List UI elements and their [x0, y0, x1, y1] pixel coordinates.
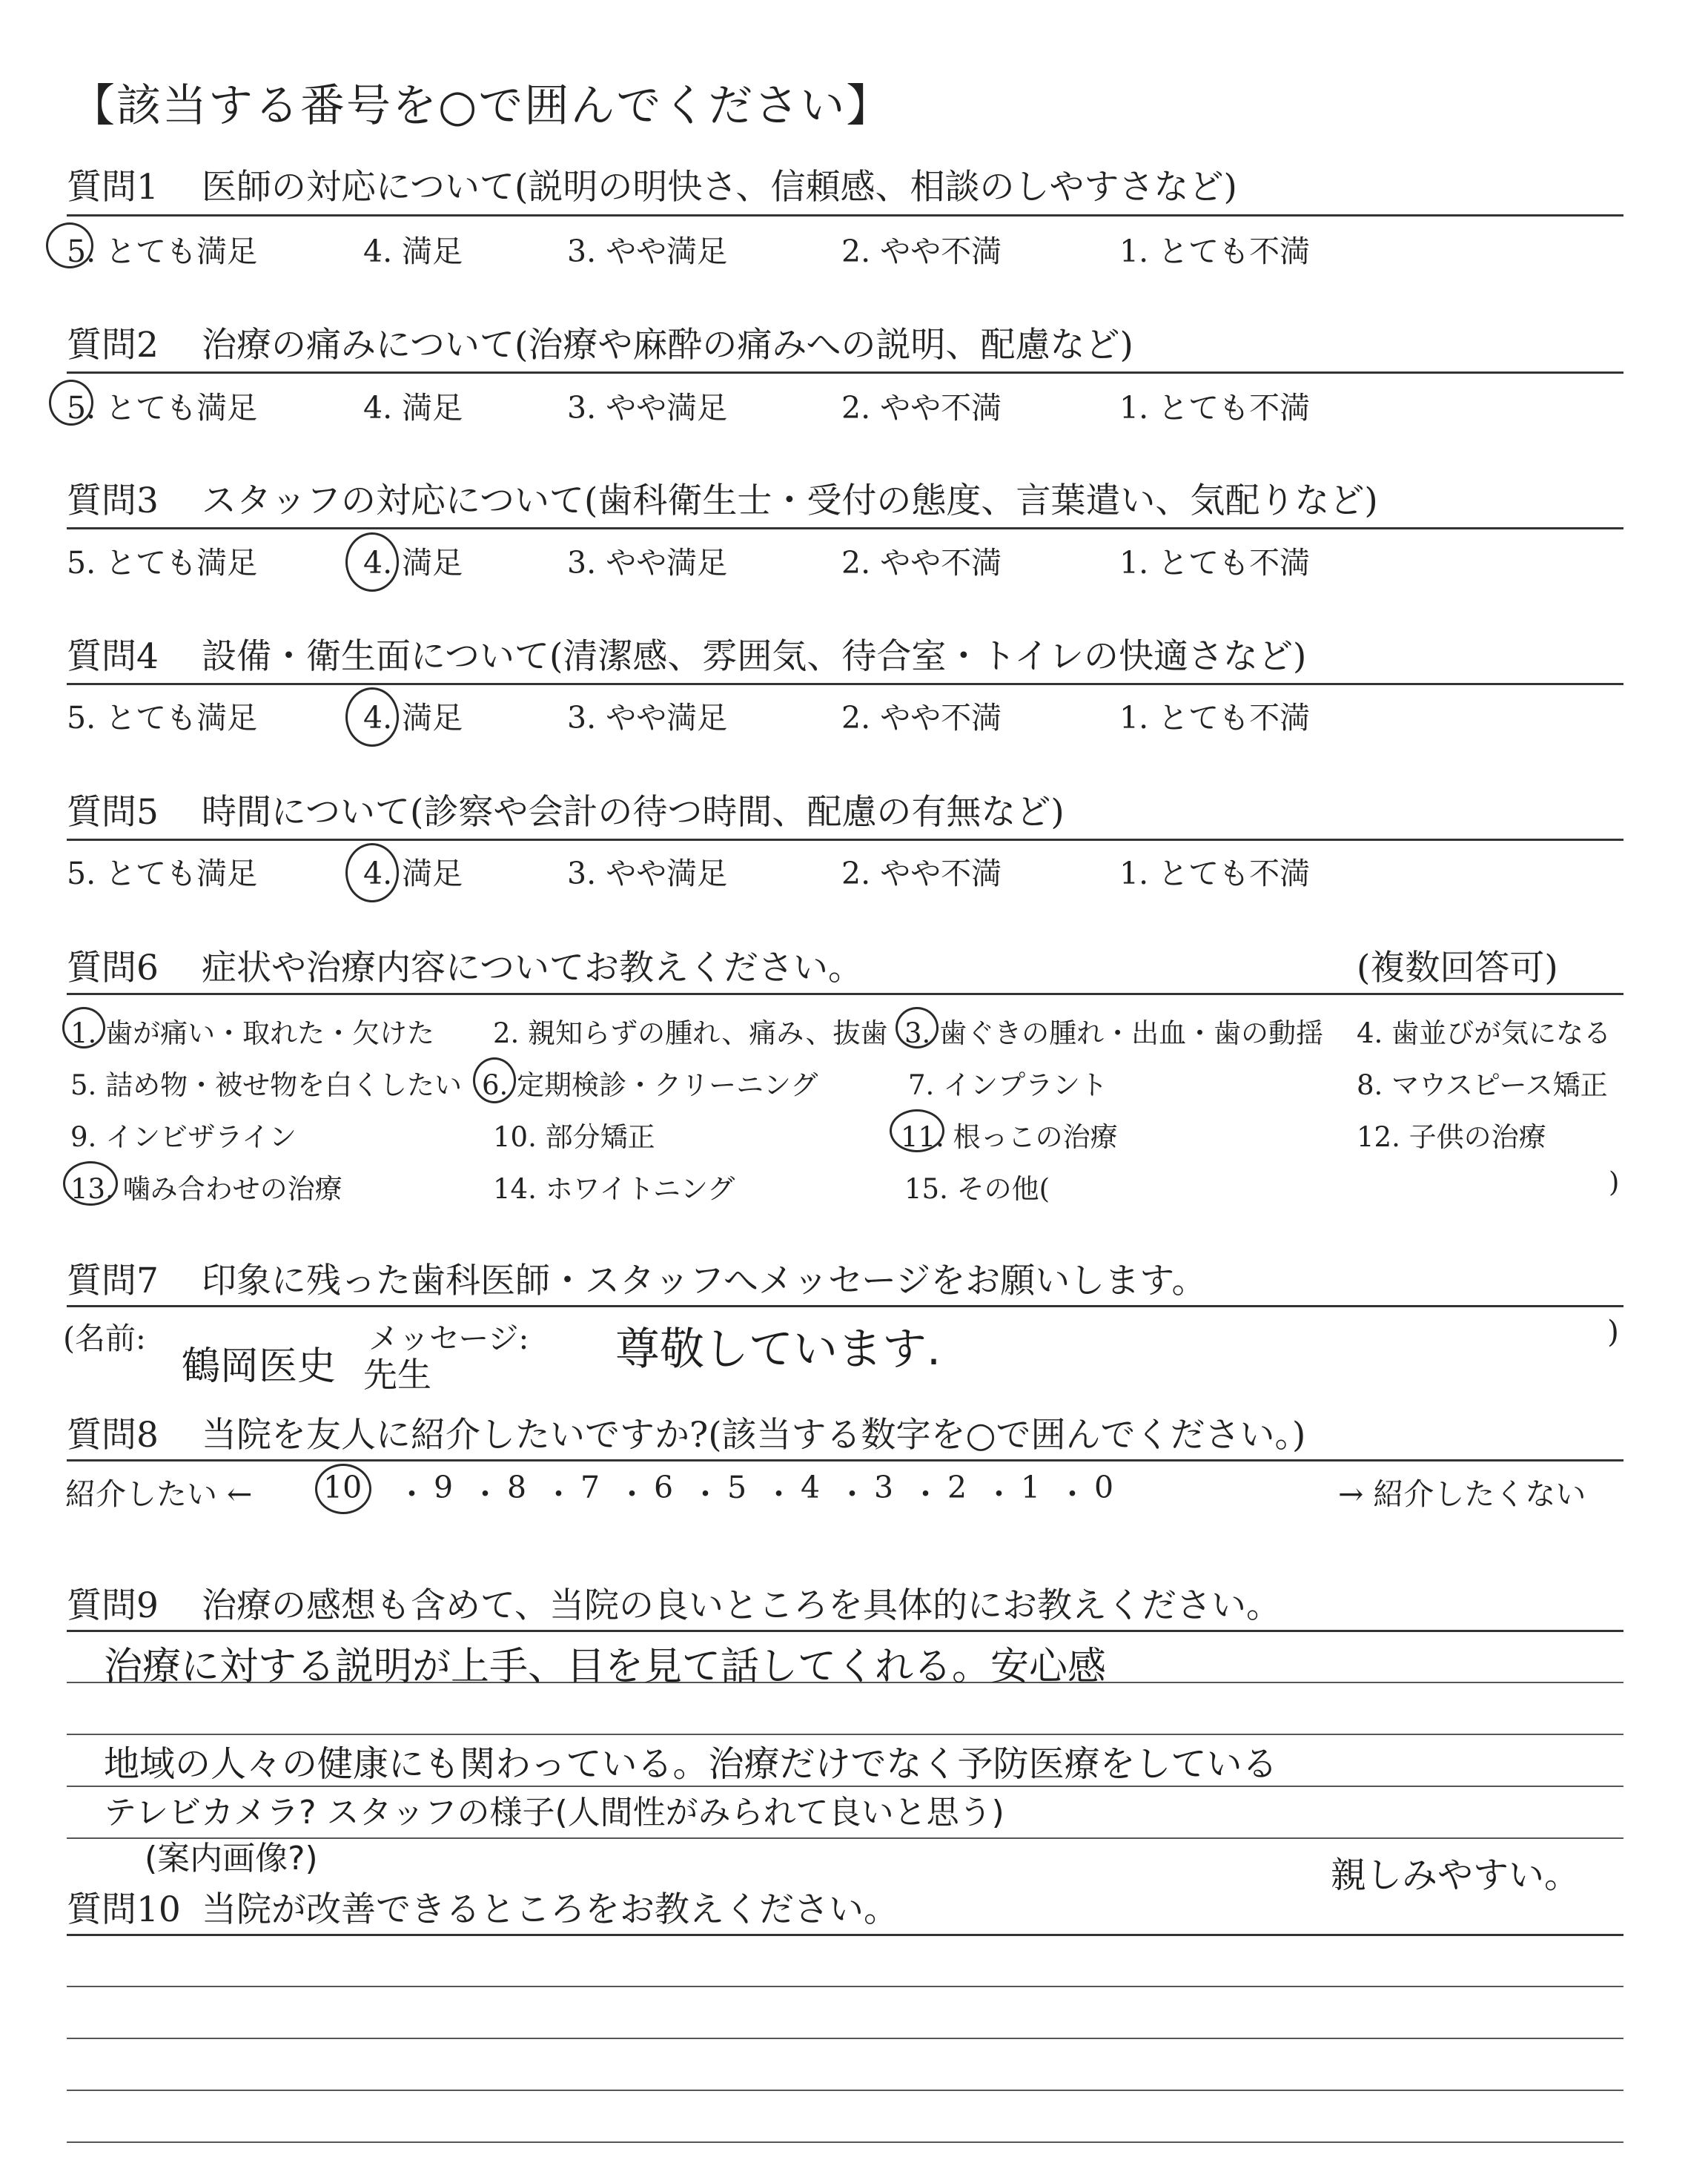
q6-text: 症状や治療内容についてお教えください。 [202, 948, 864, 988]
q4-option-4[interactable]: 4. 満足 [363, 700, 463, 736]
q6-option-11[interactable]: 11. 根っこの治療 [901, 1121, 1118, 1153]
q3-option-1[interactable]: 1. とても不満 [1119, 545, 1311, 581]
q8-scale-5[interactable]: 5 [727, 1470, 747, 1505]
q7-label: 質問7 [67, 1261, 159, 1301]
q3-rule [67, 527, 1623, 529]
q6-label: 質問6 [67, 948, 159, 988]
q5-option-5[interactable]: 5. とても満足 [67, 856, 258, 891]
q8-separator: ・ [617, 1476, 647, 1512]
q10-text: 当院が改善できるところをお教えください。 [202, 1889, 898, 1930]
q2-rule [67, 371, 1623, 374]
q8-separator: ・ [397, 1476, 427, 1512]
q9-answer-line-3[interactable]: テレビカメラ? スタッフの様子(人間性がみられて良いと思う) [104, 1794, 1004, 1832]
q9-text: 治療の感想も含めて、当院の良いところを具体的にお教えください。 [202, 1585, 1282, 1626]
q7-message-handwritten[interactable]: 尊敬しています. [615, 1324, 941, 1375]
q9-label: 質問9 [67, 1585, 159, 1626]
q6-option-3[interactable]: 3. 歯ぐきの腫れ・出血・歯の動揺 [904, 1017, 1324, 1049]
q10-answer-line[interactable] [67, 2090, 1623, 2091]
q7-name-label: (名前: [63, 1321, 146, 1356]
q8-separator: ・ [543, 1476, 574, 1512]
q4-answer-circle [345, 687, 399, 747]
q6-rule [67, 993, 1623, 995]
q8-answer-circle [315, 1464, 371, 1514]
q8-scale-6[interactable]: 6 [654, 1470, 674, 1505]
q6-option-15-close: ) [1609, 1166, 1620, 1198]
q2-option-5[interactable]: 5. とても満足 [67, 390, 258, 426]
q6-option-2[interactable]: 2. 親知らずの腫れ、痛み、抜歯 [493, 1017, 888, 1049]
q8-scale-4[interactable]: 4 [801, 1470, 821, 1505]
q8-scale-8[interactable]: 8 [507, 1470, 527, 1505]
q1-label: 質問1 [67, 167, 159, 208]
q8-scale-10[interactable]: 10 [323, 1470, 363, 1505]
q6-option-7[interactable]: 7. インプラント [908, 1069, 1108, 1101]
q2-text: 治療の痛みについて(治療や麻酔の痛みへの説明、配慮など) [202, 325, 1133, 366]
q6-option-12[interactable]: 12. 子供の治療 [1357, 1121, 1546, 1153]
q2-label: 質問2 [67, 325, 159, 366]
q7-name-handwritten[interactable]: 鶴岡医史 [182, 1344, 337, 1389]
q9-answer-line-2[interactable]: 地域の人々の健康にも関わっている。治療だけでなく予防医療をしている [104, 1743, 1278, 1785]
q8-scale-3[interactable]: 3 [874, 1470, 894, 1505]
q8-separator: ・ [837, 1476, 867, 1512]
q5-option-1[interactable]: 1. とても不満 [1119, 856, 1311, 891]
q6-option-9[interactable]: 9. インビザライン [70, 1121, 297, 1153]
q3-option-3[interactable]: 3. やや満足 [567, 545, 728, 581]
q8-label: 質問8 [67, 1415, 159, 1456]
q7-rule [67, 1305, 1623, 1307]
q10-rule [67, 1934, 1623, 1936]
q7-close-paren: ) [1607, 1314, 1619, 1350]
q2-answer-circle [49, 380, 93, 426]
q7-name-suffix-handwritten[interactable]: 先生 [363, 1355, 431, 1395]
q5-rule [67, 839, 1623, 841]
q4-option-2[interactable]: 2. やや不満 [841, 700, 1002, 736]
q8-rule [67, 1459, 1623, 1462]
q10-answer-line[interactable] [67, 2038, 1623, 2039]
q5-option-3[interactable]: 3. やや満足 [567, 856, 728, 891]
q8-separator: ・ [910, 1476, 941, 1512]
q6-option-5[interactable]: 5. 詰め物・被せ物を白くしたい [70, 1069, 463, 1101]
q3-label: 質問3 [67, 480, 159, 521]
q8-separator: ・ [470, 1476, 500, 1512]
q4-option-1[interactable]: 1. とても不満 [1119, 700, 1311, 736]
q6-option-13[interactable]: 13. 噛み合わせの治療 [70, 1173, 342, 1205]
q2-option-3[interactable]: 3. やや満足 [567, 390, 728, 426]
q9-answer-line-5[interactable]: 親しみやすい。 [1331, 1855, 1580, 1896]
q6-circle-11 [890, 1109, 944, 1152]
q8-separator: ・ [690, 1476, 721, 1512]
q6-option-10[interactable]: 10. 部分矯正 [493, 1121, 655, 1153]
q6-option-6[interactable]: 6. 定期検診・クリーニング [482, 1069, 818, 1101]
q2-option-2[interactable]: 2. やや不満 [841, 390, 1002, 426]
q4-option-3[interactable]: 3. やや満足 [567, 700, 728, 736]
q8-scale-1[interactable]: 1 [1021, 1470, 1041, 1505]
q9-answer-line-4[interactable]: (案内画像?) [145, 1840, 318, 1877]
q8-separator: ・ [984, 1476, 1014, 1512]
q4-rule [67, 683, 1623, 685]
q3-text: スタッフの対応について(歯科衛生士・受付の態度、言葉遣い、気配りなど) [202, 480, 1378, 521]
q8-left-label: 紹介したい ← [65, 1476, 253, 1512]
q3-answer-circle [345, 532, 399, 592]
q2-option-4[interactable]: 4. 満足 [363, 390, 463, 426]
q6-option-1[interactable]: 1. 歯が痛い・取れた・欠けた [70, 1017, 435, 1049]
q10-answer-line[interactable] [67, 1986, 1623, 1987]
q6-option-14[interactable]: 14. ホワイトニング [493, 1173, 735, 1205]
q7-text: 印象に残った歯科医師・スタッフへメッセージをお願いします。 [202, 1261, 1207, 1301]
q1-option-5[interactable]: 5. とても満足 [67, 234, 258, 269]
q10-label: 質問10 [67, 1889, 181, 1930]
q8-scale-9[interactable]: 9 [434, 1470, 454, 1505]
q3-option-2[interactable]: 2. やや不満 [841, 545, 1002, 581]
q10-answer-line[interactable] [67, 2141, 1623, 2143]
q1-option-4[interactable]: 4. 満足 [363, 234, 463, 269]
q1-text: 医師の対応について(説明の明快さ、信頼感、相談のしやすさなど) [202, 167, 1237, 208]
q6-option-4[interactable]: 4. 歯並びが気になる [1357, 1017, 1612, 1049]
q6-circle-1 [62, 1007, 105, 1048]
q1-rule [67, 214, 1623, 217]
q1-option-2[interactable]: 2. やや不満 [841, 234, 1002, 269]
q4-option-5[interactable]: 5. とても満足 [67, 700, 258, 736]
q6-option-15[interactable]: 15. その他( [904, 1173, 1050, 1205]
q1-option-3[interactable]: 3. やや満足 [567, 234, 728, 269]
q9-rule [67, 1630, 1623, 1632]
q9-answer-line-1[interactable]: 治療に対する説明が上手、目を見て話してくれる。安心感 [104, 1645, 1107, 1689]
q3-option-4[interactable]: 4. 満足 [363, 545, 463, 581]
q6-circle-6 [473, 1057, 516, 1103]
q8-scale-0[interactable]: 0 [1094, 1470, 1114, 1505]
q1-option-1[interactable]: 1. とても不満 [1119, 234, 1311, 269]
q7-message-label: メッセージ: [368, 1321, 529, 1356]
q5-label: 質問5 [67, 792, 159, 833]
q8-separator: ・ [1057, 1476, 1088, 1512]
q8-separator: ・ [764, 1476, 794, 1512]
q6-note: (複数回答可) [1357, 948, 1558, 988]
page-title: 【該当する番号を○で囲んでください】 [70, 80, 893, 132]
q4-label: 質問4 [67, 636, 159, 677]
q6-circle-13 [63, 1161, 118, 1206]
q8-right-label: → 紹介したくない [1338, 1476, 1586, 1512]
q8-scale-7[interactable]: 7 [580, 1470, 600, 1505]
q3-option-5[interactable]: 5. とても満足 [67, 545, 258, 581]
q5-text: 時間について(診察や会計の待つ時間、配慮の有無など) [202, 792, 1065, 833]
q2-option-1[interactable]: 1. とても不満 [1119, 390, 1311, 426]
q8-scale-2[interactable]: 2 [947, 1470, 967, 1505]
q5-answer-circle [345, 843, 399, 902]
q1-answer-circle [46, 222, 93, 268]
q5-option-4[interactable]: 4. 満足 [363, 856, 463, 891]
q4-text: 設備・衛生面について(清潔感、雰囲気、待合室・トイレの快適さなど) [202, 636, 1307, 677]
q5-option-2[interactable]: 2. やや不満 [841, 856, 1002, 891]
q6-option-8[interactable]: 8. マウスピース矯正 [1357, 1069, 1608, 1101]
q6-circle-3 [896, 1007, 939, 1048]
q8-text: 当院を友人に紹介したいですか?(該当する数字を○で囲んでください。) [202, 1415, 1306, 1456]
